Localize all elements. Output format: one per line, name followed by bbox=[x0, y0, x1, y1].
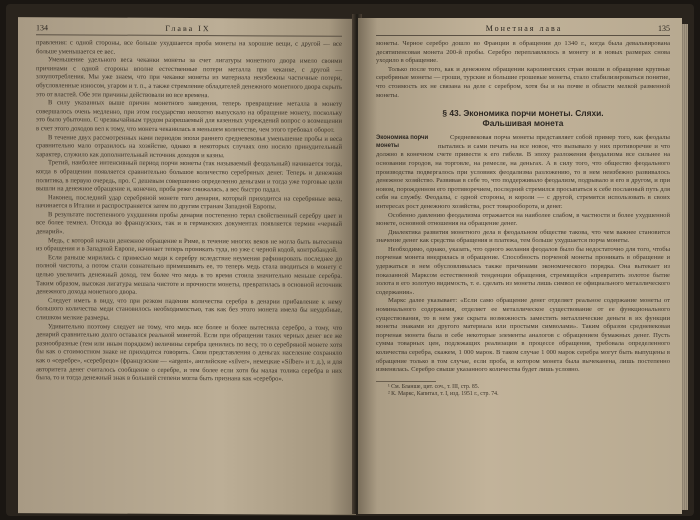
margin-note: Экономика порчи монеты bbox=[376, 135, 429, 149]
footnote: ¹ См. Бланше, цит. соч., т. III, стр. 85. bbox=[388, 383, 480, 390]
left-running-title: Глава IX bbox=[165, 23, 211, 34]
footnotes bbox=[376, 381, 670, 398]
paragraph: Средневековая порча монеты представляет собой пример того, как феодалы пытались и сами печать на все новое, что вызывало у них противоречие и что должно в конечном счете привести к его гибели. В эпоху разложения феодализма все сильнее на основании городов, на торговле, на ремесле, на деньгах. А в силу того, что общество феодального производства подвергалось при условиях феодализма разложению, то в нем неизбежно развивалось денежное хозяйство. Развивая в себе то, что поддерживало феодализм, подрывало и его в другом, и при новом, порожденном его противоречием, последний стремился просыпаться к себе посланный путь для себя на службу. Феодалы, с одной стороны, и короли — с другой, стремятся использовать в своих интересах рост денежного хозяйства, рост товарооборота, и денег. bbox=[376, 134, 670, 210]
paragraph: Необходимо, однако, указать, что одного желания феодалов было бы недостаточно для того, чтобы порченая монета внедрялась в обращение. Способность порченой монеты проникать в обращение и удержаться в нем обусловливалась также причинами экономического порядка. Она вытекает из показанной Марксом естественной тенденции обращения, стремящейся «превратить золотое бытие золота в его золотую видимость, т. е. сделать из монеты лишь символ ее официального металлического содержания». bbox=[376, 245, 670, 296]
right-running-title: Монетная лава bbox=[485, 24, 563, 33]
right-running-head bbox=[376, 24, 670, 36]
right-page bbox=[358, 18, 682, 514]
paragraph: Диалектика развития монетного дела в феодальном обществе такова, что чем важнее становится значение денег как средства обращения и платежа, тем больше ухудшается порча монеты. bbox=[376, 228, 670, 245]
left-running-head bbox=[36, 23, 342, 37]
paragraph: Медь, с которой начали денежное обращение в Риме, в течение многих веков не могла быть вытеснена из обращения и в Западной Европе, начинает теперь проникать туда, но уже с черной кодой, контрабандой. bbox=[36, 236, 342, 255]
paragraph: В результате постепенного ухудшения пробы денария постепенно терял свойственный серебру цвет и все более темнел. Отсюда во французских, так и в германских документах появляется термин «черный денарий». bbox=[36, 211, 342, 236]
paragraph: правления: с одной стороны, все больше ухудшается проба монеты на хорошие вещи, с другой — все больше уменьшается ее вес. bbox=[36, 39, 342, 56]
paragraph: Третий, наиболее интенсивный период порчи монеты (так называемый феодальный) начинается тогда, когда в обращении появляется сравнительно большое количество серебряных денег. Теперь и денежная политика, в первую очередь, про. С дешевым совершенно определенно деньгами и тогда уже торговые цели вышли на денежное обращение и, конечно, проба реже снижалась, а вес быстро падал. bbox=[36, 159, 342, 194]
paragraph: В силу указанных выше причин монетного заведения, теперь превращение металла в монету совершалось очень медленно, при этом государство неохотно выпускало на обращение монету, поскольку это было убыточно. С чрезвычайным трудом разрешаемый для казенных учреждений вопрос о возмещении в счет этого доходов вел к тому, что монета чеканилась в меньшем количестве, чем этого требовал оборот. bbox=[36, 99, 342, 134]
footnote: ² К. Маркс, Капитал, т. I, изд. 1951 г., стр. 74. bbox=[388, 390, 499, 397]
paragraph: Маркс далее указывает: «Если само обращение денег отделяет реальное содержание монеты от номинального содержания, отделяет ее металлическое существование от ее функционального существования, то в нем уже скрыта возможность заместить металлические деньги в их функции монеты знаками из другого материала или простыми символами». Таким образом средневековая порченая монета была в себе некоторые элементы аналогов с обращением бумажных денег. Пусть сумма товарных цен, подлежащих реализации в процессе обращения, требовала определенного количества серебра, скажем, 1 000 марок. В таком случае 1 000 марок серебра могут быть выпущены в обращение только в том случае, если проба, и котором монета была вычеканена, лишь постепенно изменялась. Серебро свыше указанного количества будет лишь условно. bbox=[376, 297, 670, 374]
left-page-number: 134 bbox=[36, 23, 48, 33]
section-heading bbox=[376, 108, 670, 128]
paragraph: монеты. Черное серебро дошло во Франции в обращении до 1340 г., когда была девальвирована десятипенсовая монета 200-й пробы. Серебро переплавлялось в монету и в новых размерах снова уходило в обращение. bbox=[376, 40, 670, 65]
section-subtitle: Фальшивая монета bbox=[482, 118, 564, 129]
paragraph: Наконец, последний удар серебряной монете того денария, который приходится на серебряные века, начинается в Италии и распространяется затем по другим странам Западной Европы. bbox=[36, 193, 342, 211]
left-page bbox=[18, 17, 356, 515]
paragraph: Особенно давлению феодализма отражается на наиболее слабом, в частности и более ухудшенной монете, основной отношения на обращение денег. bbox=[376, 211, 670, 228]
paragraph: Если раньше мирились с примесью меди к серебру вследствие неумения рафинировать последнее до полной чистоты, а потом стали сознательно примешивать ее, то теперь медь стала вводиться в монету с целью увеличить денежный доход, тем более что медь в то время стоила значительно меньше серебра. Таким образом, высокая лигатура мешала чистоте и прочности монеты, превратилась в основной источник денежного дохода монетного двора. bbox=[36, 254, 342, 296]
left-body-text bbox=[36, 39, 342, 384]
paragraph: Только после того, как и денежном обращении каролингских стран вошли в обращение крупные серебряные монеты — гроши, турские и большие грошевые монеты, стало стабилизироваться понятие, что стоимость их не связана на деле с серебром, хотя бы и на почве в области мелкой разменной монеты. bbox=[376, 65, 670, 99]
paragraph: Следует иметь в виду, что при резком падении количества серебра в денарии прибавление к нему большого количества меди становилось необходимостью, так как без этого монета имела бы неудобные, слишком мелкие размеры. bbox=[36, 297, 342, 322]
paragraph: Удивительно поэтому следует не тому, что медь все более и более вытесняла серебро, а тому, что денарий сравнительно долго оставался реальной монетой. Если при обращении таких черных денег все же разнообразные (тем или иным порядком) величины серебра ценились по весу, то о серебряной монете хотя бы как о стоимостном знаке не приходится говорить. Свои представления о деньгах население сохраняло как о «серебре», «серебрецо» (французские — «argent», английские «silver», немецкие «Silber» и т. д.), и для авторитета денег считалось сообщение о серебре, и тем более если хотя бы малая толика серебра в них была, то и тогда денежный знак в большей степени могла быть признана как «серебро». bbox=[36, 322, 342, 383]
paragraph: Уменьшение удельного веса чеканки монеты за счет лигатуры монетного двора имело своими причинами с одной стороны вполне естественные потери металла при чеканке, с другой — злоупотребления. Мы уже знаем, что при чеканке монеты из материала неизбежны частичные потери, обусловленные износом, угаром и т. п., а также стремление обладателей денежного монетного двора скрыть это от властей. Обе эти причины действовали во все времена. bbox=[36, 56, 342, 99]
section-title: § 43. Экономика порчи монеты. Сляхи. bbox=[442, 108, 604, 119]
paragraph: В течение двух рассмотренных нами периодов эпохи раннего средневековья уменьшение пробы и веса сравнительно мало отразилось на хозяйстве, однако в некоторых случаях оно носило принудительный характер, служило как дополнительный источник доходов и казны. bbox=[36, 133, 342, 159]
right-body-text bbox=[376, 40, 670, 398]
right-page-number: 135 bbox=[658, 24, 670, 33]
open-book bbox=[6, 4, 694, 516]
